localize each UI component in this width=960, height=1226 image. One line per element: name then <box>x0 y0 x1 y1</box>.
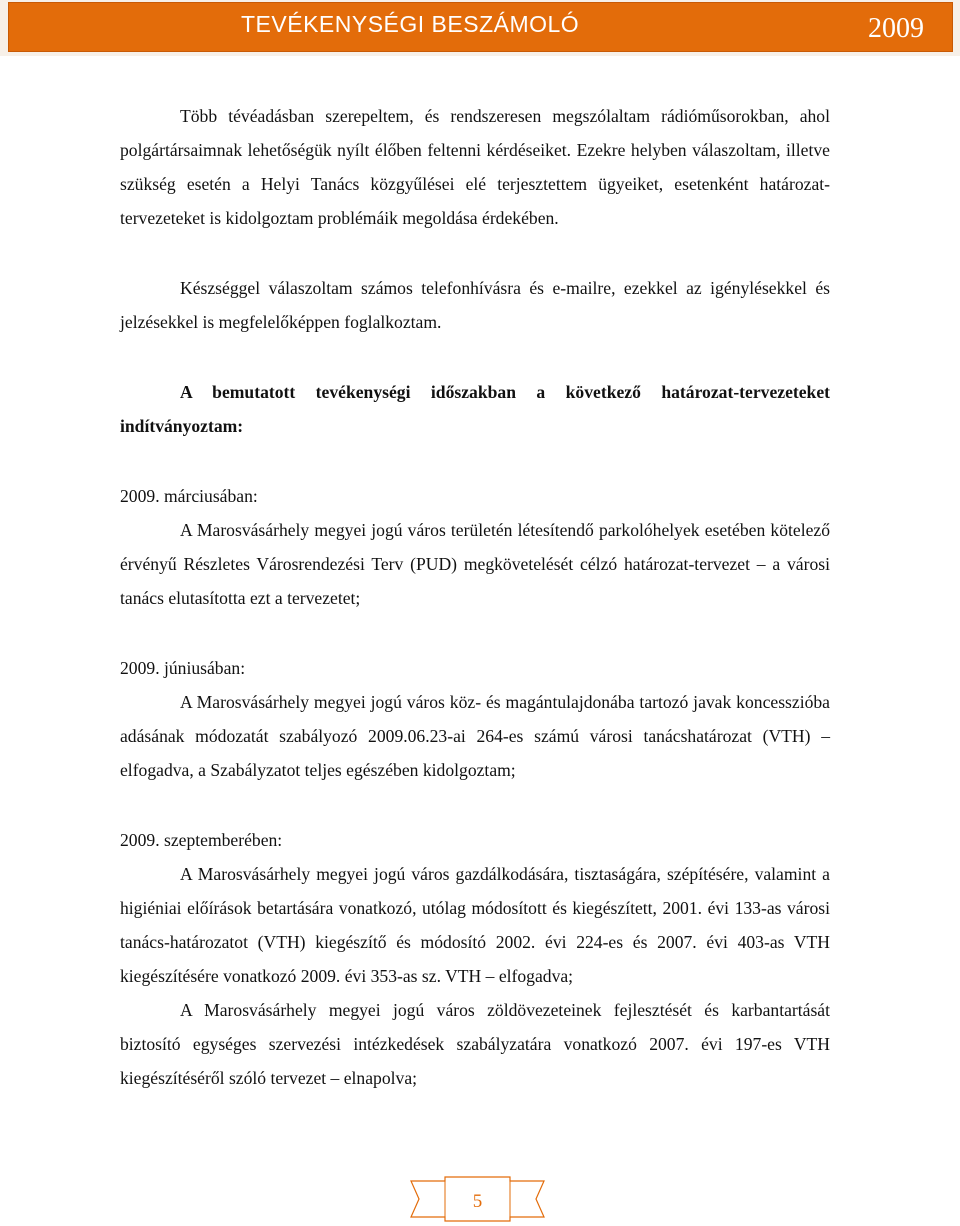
june-label: 2009. júniusában: <box>120 658 246 678</box>
page-number: 5 <box>472 1191 483 1212</box>
september-proposal-1: A Marosvásárhely megyei jogú város gazdálkodására, tisztaságára, szépítésére, valamint a higiéniai előírások betartására vonatkozó, utólag módosított és kiegészített, 2001. évi 133-as városi tanács-határozatot (VTH) kiegészítő és módosító 2002. évi 224-es és 2007. évi 403-as VTH kiegészítésére vonatkozó 2009. évi 353-as sz. VTH – elfogadva; <box>120 864 830 986</box>
paragraph-proposals-heading: A bemutatott tevékenységi időszakban a következő határozat-tervezeteket indítványoztam: <box>120 382 830 436</box>
header-year: 2009 <box>868 13 924 44</box>
paragraph-media: Több tévéadásban szerepeltem, és rendszeresen megszólaltam rádióműsorokban, ahol polgártársaimnak lehetőségük nyílt élőben feltenni kérdéseiket. Ezekre helyben válaszoltam, illetve szükség esetén a Helyi Tanács közgyűlései elé terjesztettem ügyeiket, esetenként határozat-tervezeteket is kidolgoztam problémáik megoldása érdekében. <box>120 106 830 228</box>
june-proposal: A Marosvásárhely megyei jogú város köz- és magántulajdonába tartozó javak koncesszióba adásának módozatát szabályozó 2009.06.23-ai 264-es számú városi tanácshatározat (VTH) – elfogadva, a Szabályzatot teljes egészében kidolgoztam; <box>120 692 830 780</box>
march-label: 2009. márciusában: <box>120 486 258 506</box>
paragraph-correspondence: Készséggel válaszoltam számos telefonhívásra és e-mailre, ezekkel az igénylésekkel és jelzésekkel is megfelelőképpen foglalkoztam. <box>120 278 830 332</box>
september-label: 2009. szeptemberében: <box>120 830 283 850</box>
march-proposal: A Marosvásárhely megyei jogú város területén létesítendő parkolóhelyek esetében kötelező érvényű Részletes Városrendezési Terv (PUD) megkövetelését célzó határozat-tervezet – a városi tanács elutasította ezt a tervezetet; <box>120 520 830 608</box>
page-header <box>0 0 960 56</box>
header-bar <box>8 2 953 52</box>
september-proposal-2: A Marosvásárhely megyei jogú város zöldövezeteinek fejlesztését és karbantartását biztosító egységes szervezési intézkedések szabályzatára vonatkozó 2007. évi 197-es VTH kiegészítéséről szóló tervezet – elnapolva; <box>120 1000 830 1088</box>
page-footer <box>405 1175 550 1223</box>
document-body <box>120 99 830 1095</box>
header-title: TEVÉKENYSÉGI BESZÁMOLÓ <box>241 11 580 37</box>
